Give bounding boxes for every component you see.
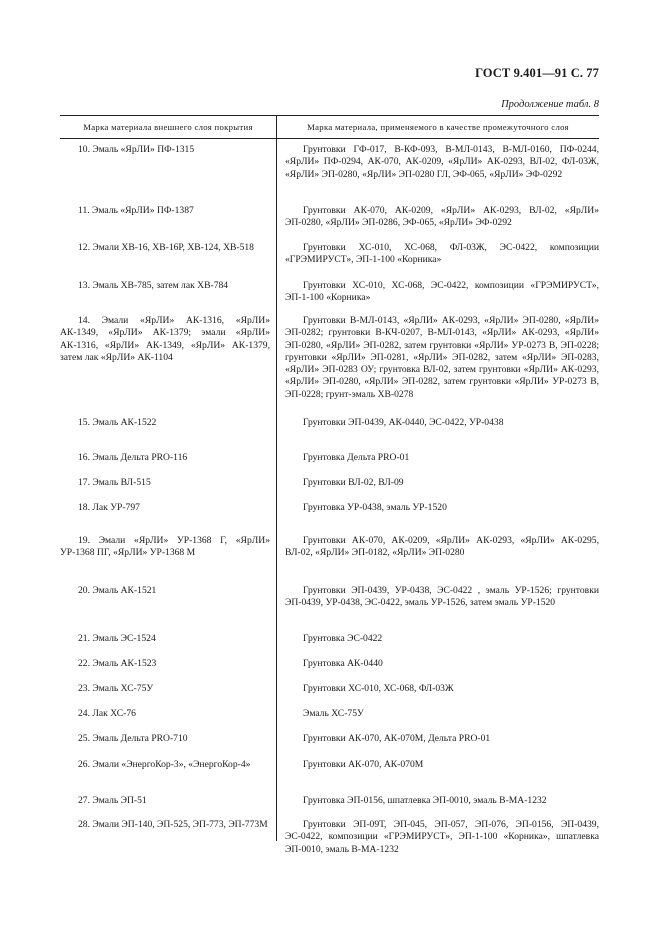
table-row xyxy=(60,242,599,267)
intermediate-layer-cell: Грунтовки ХС-010, ХС-068, ФЛ-03Ж xyxy=(303,683,454,694)
outer-layer-cell: 14. Эмали «ЯрЛИ» АК-1316, «ЯрЛИ» АК-1349, «ЯрЛИ» АК-1379; эмали «ЯрЛИ» АК-1316, «ЯрЛИ» АК-1349, «ЯрЛИ» АК-1379, затем лак «ЯрЛИ» АК-1104 xyxy=(60,315,270,363)
column-header-outer-layer: Марка материала внешнего слоя покрытия xyxy=(60,116,277,138)
table-row xyxy=(60,535,599,560)
intermediate-layer-cell: Грунтовка ЭП-0156, шпатлевка ЭП-0010, эмаль В-МА-1232 xyxy=(303,795,547,806)
intermediate-layer-cell: Грунтовки ВЛ-02, ВЛ-09 xyxy=(303,477,404,488)
table-row xyxy=(60,708,599,720)
outer-layer-cell: 28. Эмали ЭП-140, ЭП-525, ЭП-773, ЭП-773М xyxy=(78,819,268,830)
outer-layer-cell: 21. Эмаль ЭС-1524 xyxy=(78,633,156,644)
outer-layer-cell: 26. Эмали «ЭнергоКор-3», «ЭнергоКор-4» xyxy=(78,759,251,770)
table-row xyxy=(60,683,599,695)
table-row xyxy=(60,795,599,807)
outer-layer-cell: 16. Эмаль Дельта PRO-116 xyxy=(78,452,188,463)
table-row xyxy=(60,502,599,514)
outer-layer-cell: 19. Эмали «ЯрЛИ» УР-1368 Г, «ЯрЛИ» УР-1368 ПГ, «ЯрЛИ» УР-1368 М xyxy=(60,535,270,559)
outer-layer-cell: 18. Лак УР-797 xyxy=(78,502,140,513)
table-row xyxy=(60,144,599,181)
materials-table xyxy=(60,115,599,855)
table-row xyxy=(60,633,599,645)
intermediate-layer-cell: Грунтовки АК-070, АК-070М xyxy=(303,759,424,770)
outer-layer-cell: 15. Эмаль АК-1522 xyxy=(78,417,157,428)
table-row xyxy=(60,477,599,489)
table-row xyxy=(60,733,599,745)
intermediate-layer-cell: Грунтовки ХС-010, ХС-068, ЭС-0422, композиции «ГРЭМИРУСТ», ЭП-1-100 «Корника» xyxy=(285,280,599,304)
outer-layer-cell: 25. Эмаль Дельта PRO-710 xyxy=(78,733,188,744)
intermediate-layer-cell: Грунтовки ХС-010, ХС-068, ФЛ-03Ж, ЭС-0422, композиции «ГРЭМИРУСТ», ЭП-1-100 «Корника» xyxy=(285,242,599,266)
outer-layer-cell: 17. Эмаль ВЛ-515 xyxy=(78,477,151,488)
intermediate-layer-cell: Грунтовки АК-070, АК-0209, «ЯрЛИ» АК-0293, ВЛ-02, «ЯрЛИ» ЭП-0280, «ЯрЛИ» ЭП-0286, ЭФ-065, «ЯрЛИ» ЭФ-0292 xyxy=(285,205,599,229)
intermediate-layer-cell: Грунтовки В-МЛ-0143, «ЯрЛИ» АК-0293, «ЯрЛИ» ЭП-0280, «ЯрЛИ» ЭП-0282; грунтовки В-КЧ-0207, В-МЛ-0143, «ЯрЛИ» АК-0293, «ЯрЛИ» ЭП-0280, «ЯрЛИ» ЭП-0282, затем грунтовки «ЯрЛИ» УР-0273 В, ЭП-0228; грунтовки «ЯрЛИ» ЭП-0281, «ЯрЛИ» ЭП-0282, затем «ЯрЛИ» ЭП-0283, «ЯрЛИ» ЭП-0283 ОУ; грунтовка ВЛ-02, затем грунтовки «ЯрЛИ» АК-0293, «ЯрЛИ» ЭП-0280, «ЯрЛИ» ЭП-0282, затем грунтовки «ЯрЛИ» УР-0273 В, ЭП-0228; грунт-эмаль ХВ-0278 xyxy=(285,315,599,400)
intermediate-layer-cell: Грунтовка УР-0438, эмаль УР-1520 xyxy=(303,502,447,513)
table-row xyxy=(60,205,599,230)
intermediate-layer-cell: Грунтовки ГФ-017, В-КФ-093, В-МЛ-0143, В-МЛ-0160, ПФ-0244, «ЯрЛИ» ПФ-0294, АК-070, АК-0209, «ЯрЛИ» АК-0293, ВЛ-02, ФЛ-03Ж, «ЯрЛИ» ЭП-0280, «ЯрЛИ» ЭП-0280 ГЛ, ЭФ-065, «ЯрЛИ» ЭФ-0292 xyxy=(285,144,599,180)
table-row xyxy=(60,452,599,464)
table-caption: Продолжение табл. 8 xyxy=(501,99,599,110)
intermediate-layer-cell: Грунтовки АК-070, АК-070М, Дельта PRO-01 xyxy=(303,733,491,744)
outer-layer-cell: 23. Эмаль ХС-75У xyxy=(78,683,154,694)
outer-layer-cell: 10. Эмаль «ЯрЛИ» ПФ-1315 xyxy=(78,144,195,155)
outer-layer-cell: 20. Эмаль АК-1521 xyxy=(78,585,157,596)
table-row xyxy=(60,315,599,401)
page-header: ГОСТ 9.401—91 С. 77 xyxy=(475,66,599,80)
table-header xyxy=(60,115,599,139)
outer-layer-cell: 22. Эмаль АК-1523 xyxy=(78,658,157,669)
outer-layer-cell: 12. Эмали ХВ-16, ХВ-16Р, ХВ-124, ХВ-518 xyxy=(78,242,254,253)
table-row xyxy=(60,585,599,610)
table-row xyxy=(60,417,599,429)
table-row xyxy=(60,280,599,305)
intermediate-layer-cell: Грунтовка Дельта PRO-01 xyxy=(303,452,410,463)
intermediate-layer-cell: Грунтовка ЭС-0422 xyxy=(303,633,383,644)
intermediate-layer-cell: Грунтовки ЭП-09Т, ЭП-045, ЭП-057, ЭП-076, ЭП-0156, ЭП-0439, ЭС-0422, композиции «ГРЭМИРУСТ», ЭП-1-100 «Корника», шпатлевка ЭП-0010, эмаль В-МА-1232 xyxy=(285,819,599,855)
intermediate-layer-cell: Грунтовки АК-070, АК-0209, «ЯрЛИ» АК-0293, «ЯрЛИ» АК-0295, ВЛ-02, «ЯрЛИ» ЭП-0182, «ЯрЛИ» ЭП-0280 xyxy=(285,535,599,559)
intermediate-layer-cell: Грунтовки ЭП-0439, АК-0440, ЭС-0422, УР-0438 xyxy=(303,417,504,428)
outer-layer-cell: 13. Эмаль ХВ-785, затем лак ХВ-784 xyxy=(78,280,229,291)
outer-layer-cell: 11. Эмаль «ЯрЛИ» ПФ-1387 xyxy=(78,205,194,216)
outer-layer-cell: 27. Эмаль ЭП-51 xyxy=(78,795,147,806)
column-header-intermediate-layer: Марка материала, применяемого в качестве промежуточного слоя xyxy=(307,122,569,132)
table-row xyxy=(60,819,599,856)
intermediate-layer-cell: Грунтовка АК-0440 xyxy=(303,658,383,669)
intermediate-layer-cell: Грунтовки ЭП-0439, УР-0438, ЭС-0422 , эмаль УР-1526; грунтовки ЭП-0439, УР-0438, ЭС-0422, эмаль УР-1526, затем эмаль УР-1520 xyxy=(285,585,599,609)
table-row xyxy=(60,658,599,670)
intermediate-layer-cell: Эмаль ХС-75У xyxy=(303,708,364,719)
outer-layer-cell: 24. Лак ХС-76 xyxy=(78,708,136,719)
table-row xyxy=(60,759,599,771)
